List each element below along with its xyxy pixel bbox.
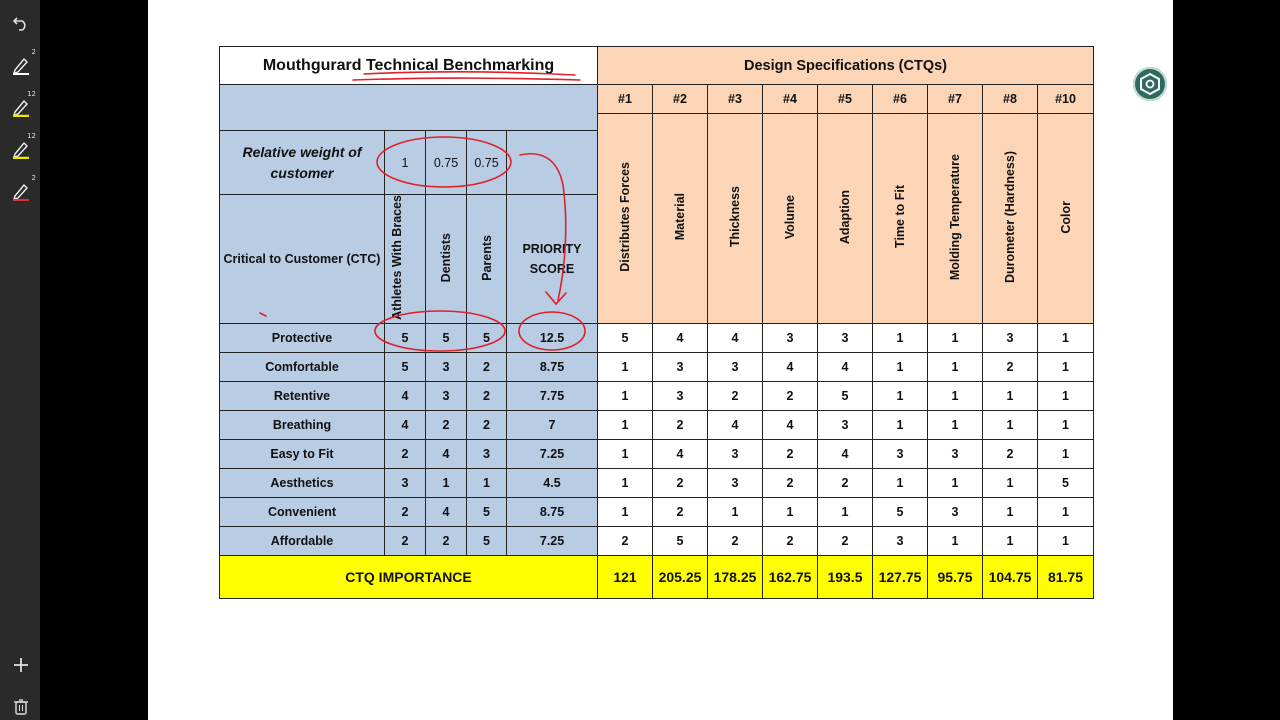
ctc-name: Convenient [220,497,385,526]
ctq-relationship-value: 1 [983,526,1038,555]
ctq-relationship-value: 3 [928,497,983,526]
ctq-relationship-value: 1 [1038,526,1094,555]
ctq-relationship-value: 4 [653,323,708,352]
customer-score: 2 [426,410,467,439]
add-icon[interactable] [8,652,34,678]
ctq-importance-value: 121 [598,555,653,598]
customer-score: 5 [385,352,426,381]
ctq-relationship-value: 1 [598,352,653,381]
ctq-relationship-value: 1 [763,497,818,526]
customer-group: Athletes With Braces [390,195,404,320]
customer-group: Dentists [439,232,453,283]
ctq-number: #7 [928,85,983,114]
ctq-number: #8 [983,85,1038,114]
ctq-relationship-value: 2 [708,381,763,410]
highlighter-yellow-icon[interactable] [8,90,36,120]
ctq-importance-value: 178.25 [708,555,763,598]
ctq-relationship-value: 1 [708,497,763,526]
ctc-name: Aesthetics [220,468,385,497]
ctc-name: Breathing [220,410,385,439]
relative-weight-label: Relative weight of customer [220,131,385,195]
ctq-relationship-value: 3 [873,439,928,468]
customer-score: 3 [385,468,426,497]
priority-score: 4.5 [507,468,598,497]
customer-score: 2 [385,526,426,555]
ctq-relationship-value: 2 [763,468,818,497]
ctq-name-cell [873,114,928,324]
ctq-relationship-value: 1 [598,410,653,439]
ctq-relationship-value: 1 [1038,497,1094,526]
ctq-relationship-value: 1 [983,381,1038,410]
ctq-relationship-value: 1 [1038,410,1094,439]
table-row [220,439,1094,468]
right-margin [1173,0,1280,720]
ctc-name: Retentive [220,381,385,410]
ctc-name: Protective [220,323,385,352]
table-row [220,323,1094,352]
customer-score: 1 [467,468,507,497]
ctq-relationship-value: 1 [983,497,1038,526]
weight-value: 1 [385,131,426,195]
ctq-relationship-value: 2 [818,468,873,497]
ctq-name-cell [1038,114,1094,324]
ctq-relationship-value: 2 [818,526,873,555]
customer-group-cell [467,195,507,324]
customer-score: 2 [467,381,507,410]
ctq-relationship-value: 5 [818,381,873,410]
ctq-importance-value: 205.25 [653,555,708,598]
ctq-relationship-value: 2 [653,410,708,439]
ctq-relationship-value: 4 [708,323,763,352]
ctq-importance-value: 95.75 [928,555,983,598]
ctq-relationship-value: 3 [708,352,763,381]
ctq-relationship-value: 1 [928,410,983,439]
highlighter-yellow-icon[interactable] [8,132,36,162]
table-row [220,381,1094,410]
priority-score: 12.5 [507,323,598,352]
customer-score: 3 [467,439,507,468]
ctq-importance-value: 104.75 [983,555,1038,598]
ctq-relationship-value: 3 [818,323,873,352]
ctc-name: Comfortable [220,352,385,381]
customer-score: 5 [467,526,507,555]
ctq-relationship-value: 2 [983,352,1038,381]
ctq-relationship-value: 5 [598,323,653,352]
ctq-name-cell [598,114,653,324]
tool-size-label: 12 [27,132,36,140]
ctq-name-cell [928,114,983,324]
ctq-relationship-value: 3 [763,323,818,352]
ctq-relationship-value: 1 [598,381,653,410]
ctq-relationship-value: 1 [598,468,653,497]
ctq-relationship-value: 1 [873,468,928,497]
customer-score: 2 [385,439,426,468]
priority-score: 8.75 [507,352,598,381]
customer-score: 4 [426,439,467,468]
ctq-name: Volume [783,194,797,240]
priority-score-text: PRIORITY SCORE [522,241,582,276]
ctq-relationship-value: 3 [983,323,1038,352]
ctq-relationship-value: 1 [928,352,983,381]
ctq-number: #1 [598,85,653,114]
customer-score: 5 [467,323,507,352]
ctq-relationship-value: 1 [1038,439,1094,468]
ctq-relationship-value: 3 [928,439,983,468]
ctq-relationship-value: 4 [763,352,818,381]
ctq-relationship-value: 1 [1038,352,1094,381]
ctq-relationship-value: 1 [928,468,983,497]
tool-size-label: 2 [31,48,36,56]
ctq-relationship-value: 5 [1038,468,1094,497]
customer-score: 3 [426,381,467,410]
ctq-relationship-value: 4 [708,410,763,439]
tool-size-label: 2 [31,174,36,182]
ctq-relationship-value: 2 [653,468,708,497]
ctq-relationship-value: 3 [653,352,708,381]
customer-score: 3 [426,352,467,381]
ctq-importance-value: 193.5 [818,555,873,598]
pen-tool-icon[interactable] [8,48,36,78]
floating-action-button[interactable] [1133,67,1167,101]
ctq-name-cell [763,114,818,324]
customer-score: 4 [385,410,426,439]
ctc-name: Easy to Fit [220,439,385,468]
table-row [220,526,1094,555]
ctq-relationship-value: 4 [763,410,818,439]
ctq-importance-label: CTQ IMPORTANCE [220,555,598,598]
ctq-name-cell [708,114,763,324]
customer-score: 5 [385,323,426,352]
trash-icon[interactable] [8,694,34,720]
ctq-name-cell [653,114,708,324]
ctq-relationship-value: 2 [598,526,653,555]
ctq-relationship-value: 1 [873,381,928,410]
ctq-name: Time to Fit [893,185,907,249]
weight-blank [507,131,598,195]
customer-score: 5 [467,497,507,526]
customer-score: 2 [426,526,467,555]
ctq-number: #3 [708,85,763,114]
customer-score: 4 [385,381,426,410]
ctq-relationship-value: 2 [763,439,818,468]
table-row [220,497,1094,526]
ctq-importance-value: 127.75 [873,555,928,598]
ctq-number: #10 [1038,85,1094,114]
weight-value: 0.75 [467,131,507,195]
ctq-name: Thickness [728,186,742,248]
design-specifications-header: Design Specifications (CTQs) [598,47,1094,85]
whiteboard-canvas[interactable] [148,0,1173,720]
ctq-relationship-value: 1 [1038,381,1094,410]
customer-score: 2 [467,352,507,381]
customer-score: 1 [426,468,467,497]
ctq-relationship-value: 1 [928,526,983,555]
ctq-relationship-value: 5 [653,526,708,555]
ctq-name: Molding Temperature [948,153,962,281]
ctq-relationship-value: 3 [873,526,928,555]
weight-value: 0.75 [426,131,467,195]
ctq-relationship-value: 1 [928,323,983,352]
ctc-label: Critical to Customer (CTC) [220,195,385,324]
ctq-number: #6 [873,85,928,114]
customer-group-cell [385,195,426,324]
ctq-relationship-value: 2 [708,526,763,555]
ctq-relationship-value: 1 [1038,323,1094,352]
ctq-name-cell [818,114,873,324]
ctq-relationship-value: 4 [818,439,873,468]
ctq-relationship-value: 1 [873,323,928,352]
pen-tool-icon[interactable] [8,174,36,204]
ctq-relationship-value: 2 [653,497,708,526]
ctq-number: #4 [763,85,818,114]
priority-score: 8.75 [507,497,598,526]
undo-icon[interactable] [8,10,34,36]
ctq-relationship-value: 1 [873,352,928,381]
ctq-name: Adaption [838,189,852,245]
ctq-relationship-value: 1 [873,410,928,439]
ctq-relationship-value: 2 [763,381,818,410]
tool-size-label: 12 [27,90,36,98]
customer-score: 2 [385,497,426,526]
ctq-number: #2 [653,85,708,114]
blank-header-block [220,85,598,131]
customer-score: 5 [426,323,467,352]
ctq-importance-value: 162.75 [763,555,818,598]
ctq-importance-value: 81.75 [1038,555,1094,598]
ctq-relationship-value: 1 [598,497,653,526]
ctq-relationship-value: 1 [983,410,1038,439]
ctq-relationship-value: 1 [928,381,983,410]
customer-score: 2 [467,410,507,439]
ctq-name-cell [983,114,1038,324]
priority-score: 7.75 [507,381,598,410]
ctq-name: Distributes Forces [618,162,632,272]
benchmarking-table [219,46,1094,599]
table-row [220,468,1094,497]
priority-score-label [507,195,598,324]
customer-group: Parents [479,234,494,281]
customer-group-cell [426,195,467,324]
ctq-name: Color [1058,200,1073,234]
ctq-relationship-value: 3 [818,410,873,439]
table-row [220,352,1094,381]
hexagon-nut-icon [1139,73,1161,95]
priority-score: 7 [507,410,598,439]
ctq-relationship-value: 4 [653,439,708,468]
priority-score: 7.25 [507,526,598,555]
ctq-relationship-value: 4 [818,352,873,381]
ctq-relationship-value: 1 [818,497,873,526]
left-toolbar [0,0,40,720]
table-title: Mouthgurard Technical Benchmarking [220,47,598,85]
ctq-relationship-value: 2 [763,526,818,555]
ctq-relationship-value: 3 [708,468,763,497]
table-row [220,410,1094,439]
ctq-name: Material [673,193,687,241]
ctq-relationship-value: 3 [653,381,708,410]
ctq-relationship-value: 5 [873,497,928,526]
ctq-number: #5 [818,85,873,114]
ctc-name: Affordable [220,526,385,555]
priority-score: 7.25 [507,439,598,468]
ctq-relationship-value: 1 [983,468,1038,497]
ctq-relationship-value: 2 [983,439,1038,468]
customer-score: 4 [426,497,467,526]
ctq-relationship-value: 1 [598,439,653,468]
ctq-relationship-value: 3 [708,439,763,468]
ctq-name: Durometer (Hardness) [1003,150,1017,283]
